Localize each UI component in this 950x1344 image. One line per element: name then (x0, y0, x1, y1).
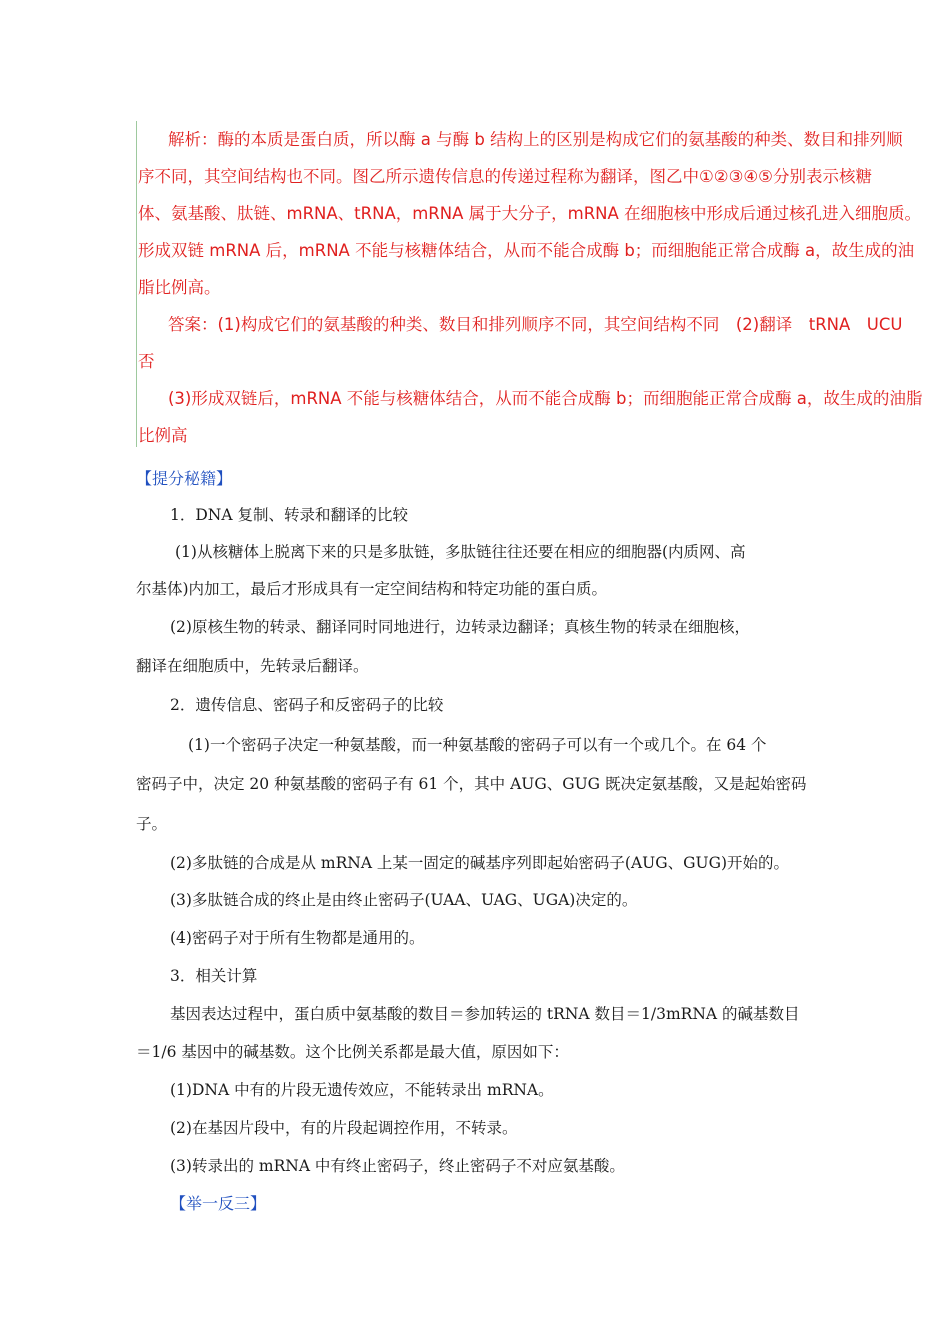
tips-line-15: ＝1/6 基因中的碱基数。这个比例关系都是最大值，原因如下： (136, 1043, 569, 1061)
tips-line-11: (3)多肽链合成的终止是由终止密码子(UAA、UAG、UGA)决定的。 (170, 891, 638, 909)
tips-line-4: (2)原核生物的转录、翻译同时同地进行，边转录边翻译；真核生物的转录在细胞核， (170, 618, 750, 636)
tips-line-5: 翻译在细胞质中，先转录后翻译。 (136, 657, 369, 675)
tips-line-3: 尔基体)内加工，最后才形成具有一定空间结构和特定功能的蛋白质。 (136, 580, 608, 598)
tips-line-2: (1)从核糖体上脱离下来的只是多肽链，多肽链往往还要在相应的细胞器(内质网、高 (175, 543, 746, 561)
tips-line-10: (2)多肽链的合成是从 mRNA 上某一固定的碱基序列即起始密码子(AUG、GUG)开始的。 (170, 854, 789, 872)
answer-line-2: 否 (138, 352, 155, 371)
answer-line-3: (3)形成双链后，mRNA 不能与核糖体结合，从而不能合成酶 b；而细胞能正常合成酶 a，故生成的油脂 (168, 389, 923, 408)
tips-line-9: 子。 (136, 815, 168, 833)
analysis-line-2: 序不同，其空间结构也不同。图乙所示遗传信息的传递过程称为翻译，图乙中①②③④⑤分别表示核糖 (138, 167, 872, 186)
tips-line-8: 密码子中，决定 20 种氨基酸的密码子有 61 个，其中 AUG、GUG 既决定氨基酸，又是起始密码 (136, 775, 807, 793)
tips-line-18: (3)转录出的 mRNA 中有终止密码子，终止密码子不对应氨基酸。 (170, 1157, 625, 1175)
tips-line-14: 基因表达过程中，蛋白质中氨基酸的数目＝参加转运的 tRNA 数目＝1/3mRNA 的碱基数目 (170, 1005, 800, 1023)
tips-line-17: (2)在基因片段中，有的片段起调控作用，不转录。 (170, 1119, 518, 1137)
tips-line-1: 1．DNA 复制、转录和翻译的比较 (170, 506, 408, 524)
analysis-line-1: 解析：酶的本质是蛋白质，所以酶 a 与酶 b 结构上的区别是构成它们的氨基酸的种类、数目和排列顺 (168, 130, 903, 149)
tips-line-7: (1)一个密码子决定一种氨基酸，而一种氨基酸的密码子可以有一个或几个。在 64 个 (188, 736, 767, 754)
tips-line-6: 2．遗传信息、密码子和反密码子的比较 (170, 696, 444, 714)
section-heading-tips: 【提分秘籍】 (136, 469, 233, 488)
answer-line-1: 答案：(1)构成它们的氨基酸的种类、数目和排列顺序不同，其空间结构不同 (2)翻译 tRNA UCU (168, 315, 903, 334)
section-heading-examples: 【举一反三】 (170, 1194, 267, 1213)
analysis-line-3: 体、氨基酸、肽链、mRNA、tRNA，mRNA 属于大分子，mRNA 在细胞核中形成后通过核孔进入细胞质。 (138, 204, 922, 223)
answer-line-4: 比例高 (138, 426, 188, 445)
tips-line-12: (4)密码子对于所有生物都是通用的。 (170, 929, 425, 947)
tips-line-16: (1)DNA 中有的片段无遗传效应，不能转录出 mRNA。 (170, 1081, 554, 1099)
tips-line-13: 3．相关计算 (170, 967, 258, 985)
analysis-line-4: 形成双链 mRNA 后，mRNA 不能与核糖体结合，从而不能合成酶 b；而细胞能正常合成酶 a，故生成的油 (138, 241, 915, 260)
analysis-line-5: 脂比例高。 (138, 278, 221, 297)
